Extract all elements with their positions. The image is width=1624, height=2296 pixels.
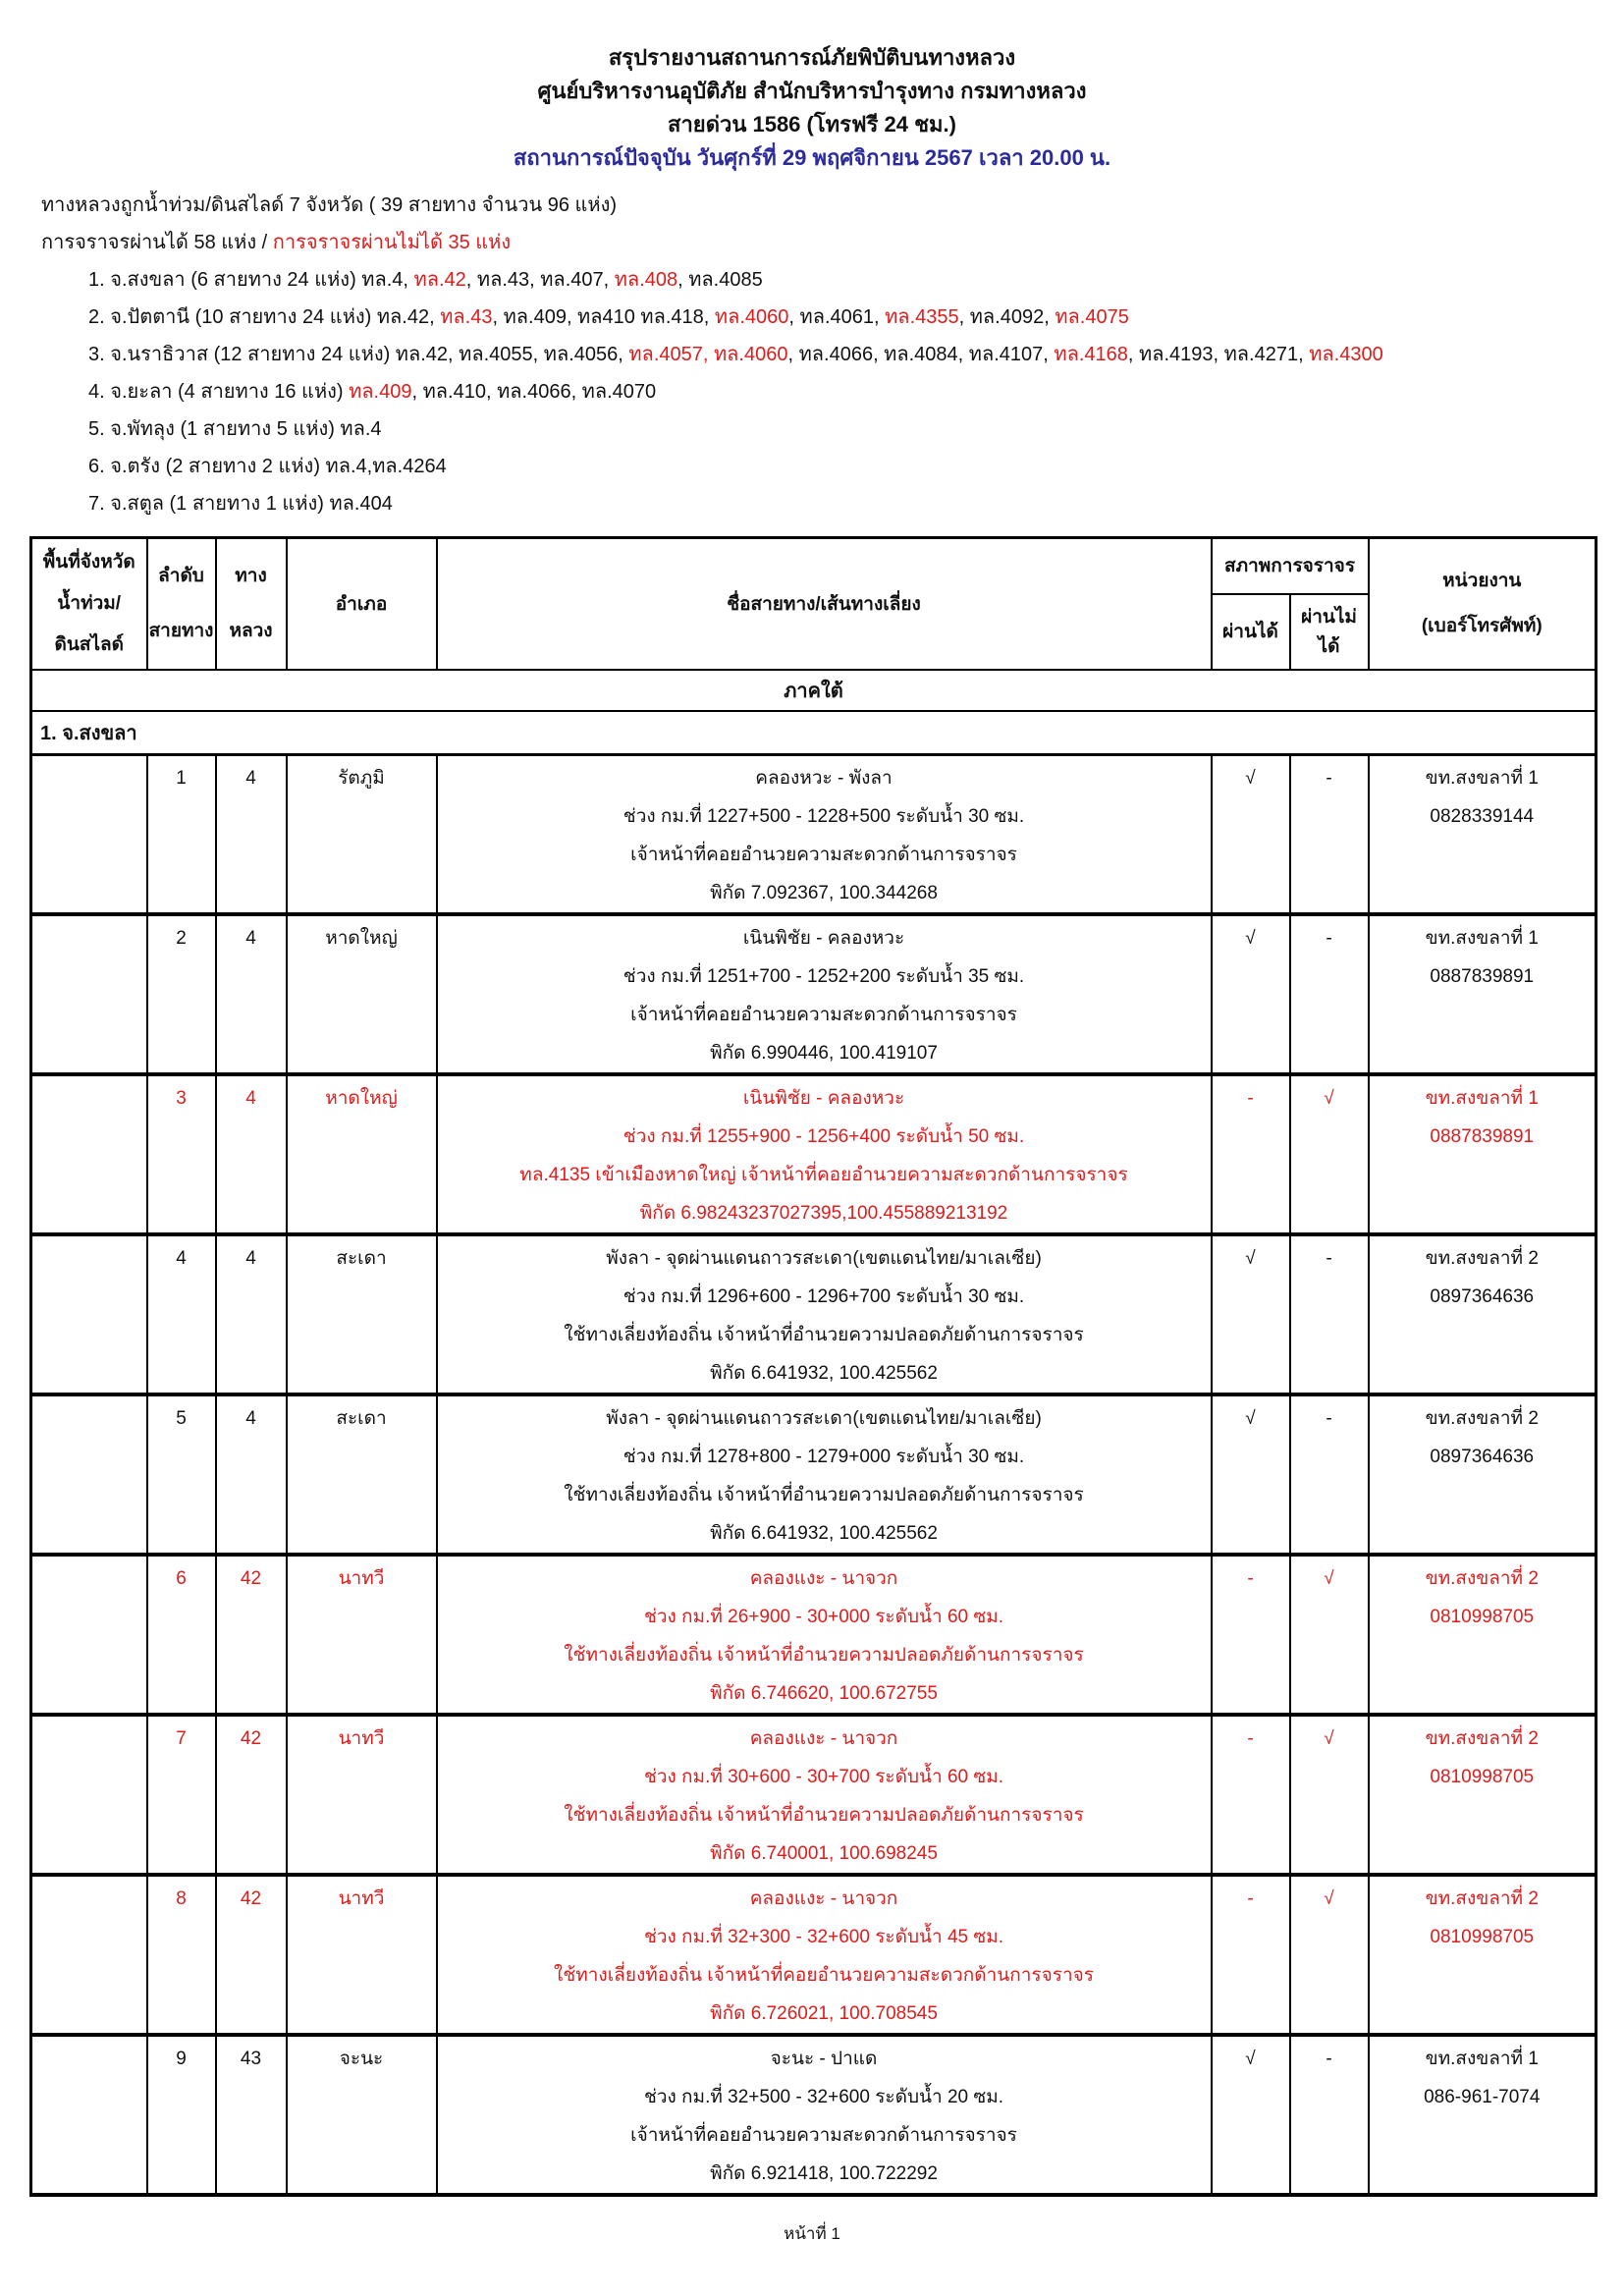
table-row [31, 1234, 1597, 1394]
text-segment: , ทล.4092, [958, 306, 1056, 328]
region-section-label: ภาคใต้ [31, 670, 1597, 711]
table-row [31, 914, 1597, 1074]
summary-line [41, 187, 1624, 224]
cell-highway: 42 [216, 1875, 287, 2035]
cell-route-description [437, 1234, 1212, 1394]
cell-highway: 4 [216, 914, 287, 1074]
cell-seq: 9 [147, 2035, 216, 2195]
route-description-line: พิกัด 6.746620, 100.672755 [710, 1683, 938, 1704]
route-description-line: เนินพิชัย - คลองหวะ [742, 1088, 905, 1109]
cell-unit [1369, 1234, 1597, 1394]
cell-highway: 4 [216, 1234, 287, 1394]
unit-name: ขท.สงขลาที่ 1 [1425, 1088, 1539, 1109]
route-description-line: คลองแงะ - นาจวก [749, 1888, 898, 1909]
province-list-item [88, 261, 1624, 299]
cell-unit [1369, 755, 1597, 915]
col-header-area-line: น้ำท่วม/ [57, 592, 122, 614]
text-segment: , ทล.409, ทล410 ทล.418, [492, 306, 715, 328]
impassable-highway-ref: ทล.4300 [1309, 344, 1383, 365]
cell-passable: - [1212, 1875, 1290, 2035]
summary-section [0, 187, 1624, 522]
route-description-line: ใช้ทางเลี่ยงท้องถิ่น เจ้าหน้าที่คอยอำนวยความสะดวกด้านการจราจร [554, 1965, 1094, 1986]
cell-highway: 43 [216, 2035, 287, 2195]
route-description-line: พิกัด 6.921418, 100.722292 [710, 2163, 938, 2184]
cell-seq: 4 [147, 1234, 216, 1394]
text-segment: 2. จ.ปัตตานี (10 สายทาง 24 แห่ง) ทล.42, [88, 306, 441, 328]
route-description-line: เนินพิชัย - คลองหวะ [742, 928, 905, 949]
cell-highway: 4 [216, 1394, 287, 1555]
route-description-line: คลองหวะ - พังลา [755, 768, 893, 789]
cell-area-empty [31, 755, 147, 915]
cell-area-empty [31, 1074, 147, 1234]
route-description-line: เจ้าหน้าที่คอยอำนวยความสะดวกด้านการจราจร [630, 845, 1017, 865]
table-row [31, 2035, 1597, 2195]
text-segment: , ทล.4066, ทล.4084, ทล.4107, [787, 344, 1055, 365]
cell-route-description [437, 1394, 1212, 1555]
col-header-route: ชื่อสายทาง/เส้นทางเลี่ยง [437, 538, 1212, 670]
text-segment: , ทล.4193, ทล.4271, [1127, 344, 1310, 365]
unit-phone: 0897364636 [1430, 1447, 1535, 1467]
col-header-district: อำเภอ [287, 538, 437, 670]
col-header-seq-line: ลำดับ [158, 565, 204, 586]
province-list-item [88, 299, 1624, 336]
col-header-seq [147, 538, 216, 670]
route-description-line: พังลา - จุดผ่านแดนถาวรสะเดา(เขตแดนไทย/มาเลเซีย) [606, 1248, 1042, 1269]
cell-impassable: - [1290, 1234, 1369, 1394]
province-list-item [88, 448, 1624, 485]
col-header-highway [216, 538, 287, 670]
cell-unit [1369, 1555, 1597, 1715]
region-section-row [31, 670, 1597, 711]
route-description-line: ช่วง กม.ที่ 32+500 - 32+600 ระดับน้ำ 20 ซม. [643, 2087, 1004, 2107]
impassable-highway-ref: ทล.4060 [714, 306, 789, 328]
province-list-item [88, 485, 1624, 522]
col-header-nopass: ผ่านไม่ได้ [1290, 594, 1369, 670]
table-row [31, 1875, 1597, 2035]
unit-name: ขท.สงขลาที่ 2 [1425, 1888, 1539, 1909]
route-description-line: ใช้ทางเลี่ยงท้องถิ่น เจ้าหน้าที่อำนวยความปลอดภัยด้านการจราจร [564, 1325, 1084, 1345]
cell-district: จะนะ [287, 2035, 437, 2195]
page-number: หน้าที่ 1 [784, 2224, 840, 2243]
cell-unit [1369, 1074, 1597, 1234]
cell-seq: 5 [147, 1394, 216, 1555]
impassable-highway-ref: ทล.4168 [1054, 344, 1128, 365]
cell-seq: 8 [147, 1875, 216, 2035]
unit-phone: 0810998705 [1430, 1767, 1535, 1787]
col-header-unit-line: หน่วยงาน [1442, 570, 1522, 591]
route-description-line: ใช้ทางเลี่ยงท้องถิ่น เจ้าหน้าที่อำนวยความปลอดภัยด้านการจราจร [564, 1805, 1084, 1826]
col-header-pass: ผ่านได้ [1212, 594, 1290, 670]
cell-impassable: - [1290, 914, 1369, 1074]
route-description-line: ช่วง กม.ที่ 1278+800 - 1279+000 ระดับน้ำ 30 ซม. [623, 1447, 1025, 1467]
impassable-highway-ref: ทล.42 [413, 269, 466, 291]
cell-area-empty [31, 1875, 147, 2035]
cell-route-description [437, 1715, 1212, 1875]
table-row [31, 1074, 1597, 1234]
cell-district: สะเดา [287, 1394, 437, 1555]
cell-district: หาดใหญ่ [287, 1074, 437, 1234]
impassable-highway-ref: ทล.4355 [885, 306, 959, 328]
report-header [0, 41, 1624, 175]
cell-seq: 7 [147, 1715, 216, 1875]
cell-highway: 42 [216, 1715, 287, 1875]
route-description-line: พิกัด 6.740001, 100.698245 [710, 1843, 938, 1864]
unit-name: ขท.สงขลาที่ 2 [1425, 1408, 1539, 1429]
impassable-highway-ref: ทล.43 [440, 306, 493, 328]
cell-impassable: - [1290, 1394, 1369, 1555]
cell-impassable: - [1290, 2035, 1369, 2195]
text-segment: , ทล.410, ทล.4066, ทล.4070 [411, 381, 657, 403]
report-hotline: สายด่วน 1586 (โทรฟรี 24 ชม.) [668, 112, 956, 137]
route-description-line: เจ้าหน้าที่คอยอำนวยความสะดวกด้านการจราจร [630, 1005, 1017, 1025]
impassable-highway-ref: การจราจรผ่านไม่ได้ 35 แห่ง [272, 232, 512, 253]
unit-phone: 0828339144 [1430, 806, 1535, 827]
cell-seq: 1 [147, 755, 216, 915]
cell-passable: √ [1212, 1234, 1290, 1394]
text-segment: , ทล.4085 [677, 269, 763, 291]
province-list-item [88, 373, 1624, 410]
col-header-unit-line: (เบอร์โทรศัพท์) [1421, 615, 1543, 636]
text-segment: 5. จ.พัทลุง (1 สายทาง 5 แห่ง) ทล.4 [88, 418, 382, 440]
text-segment: 3. จ.นราธิวาส (12 สายทาง 24 แห่ง) ทล.42, ทล.4055, ทล.4056, [88, 344, 629, 365]
cell-area-empty [31, 1234, 147, 1394]
cell-area-empty [31, 1555, 147, 1715]
text-segment: การจราจรผ่านได้ 58 แห่ง / [41, 232, 273, 253]
province-list-item [88, 336, 1624, 373]
cell-unit [1369, 914, 1597, 1074]
col-header-traffic: สภาพการจราจร [1212, 538, 1369, 594]
route-description-line: พิกัด 6.641932, 100.425562 [710, 1363, 938, 1384]
cell-seq: 6 [147, 1555, 216, 1715]
route-description-line: ใช้ทางเลี่ยงท้องถิ่น เจ้าหน้าที่อำนวยความปลอดภัยด้านการจราจร [564, 1485, 1084, 1505]
col-header-area-line: พื้นที่จังหวัด [42, 551, 135, 573]
route-description-line: พิกัด 6.726021, 100.708545 [710, 2003, 938, 2024]
table-row [31, 1555, 1597, 1715]
cell-highway: 4 [216, 755, 287, 915]
cell-unit [1369, 2035, 1597, 2195]
table-row [31, 1715, 1597, 1875]
route-description-line: ช่วง กม.ที่ 32+300 - 32+600 ระดับน้ำ 45 ซม. [643, 1927, 1004, 1947]
route-description-line: คลองแงะ - นาจวก [749, 1568, 898, 1589]
route-description-line: ช่วง กม.ที่ 1296+600 - 1296+700 ระดับน้ำ 30 ซม. [623, 1286, 1025, 1307]
cell-route-description [437, 2035, 1212, 2195]
text-segment: 4. จ.ยะลา (4 สายทาง 16 แห่ง) [88, 381, 350, 403]
cell-unit [1369, 1394, 1597, 1555]
text-segment: , ทล.4061, [788, 306, 886, 328]
cell-highway: 4 [216, 1074, 287, 1234]
cell-district: หาดใหญ่ [287, 914, 437, 1074]
route-description-line: พิกัด 6.990446, 100.419107 [710, 1043, 938, 1064]
cell-passable: - [1212, 1074, 1290, 1234]
unit-phone: 0897364636 [1430, 1286, 1535, 1307]
cell-route-description [437, 914, 1212, 1074]
route-description-line: ทล.4135 เข้าเมืองหาดใหญ่ เจ้าหน้าที่คอยอำนวยความสะดวกด้านการจราจร [519, 1165, 1128, 1185]
route-description-line: จะนะ - ปาแด [770, 2049, 878, 2069]
route-description-line: ช่วง กม.ที่ 1227+500 - 1228+500 ระดับน้ำ 30 ซม. [623, 806, 1025, 827]
col-header-seq-line: สายทาง [148, 620, 214, 641]
report-title: สรุปรายงานสถานการณ์ภัยพิบัติบนทางหลวง [608, 45, 1016, 70]
route-description-line: พิกัด 6.98243237027395,100.455889213192 [639, 1203, 1008, 1224]
cell-district: นาทวี [287, 1875, 437, 2035]
unit-phone: 0810998705 [1430, 1607, 1535, 1627]
cell-area-empty [31, 914, 147, 1074]
text-segment: 1. จ.สงขลา (6 สายทาง 24 แห่ง) ทล.4, [88, 269, 414, 291]
unit-name: ขท.สงขลาที่ 2 [1425, 1728, 1539, 1749]
cell-impassable: - [1290, 755, 1369, 915]
unit-name: ขท.สงขลาที่ 1 [1425, 2049, 1539, 2069]
unit-name: ขท.สงขลาที่ 1 [1425, 928, 1539, 949]
route-description-line: ช่วง กม.ที่ 1255+900 - 1256+400 ระดับน้ำ 50 ซม. [623, 1126, 1025, 1147]
unit-phone: 0887839891 [1430, 1126, 1535, 1147]
cell-district: นาทวี [287, 1715, 437, 1875]
cell-impassable: √ [1290, 1715, 1369, 1875]
route-description-line: พิกัด 7.092367, 100.344268 [710, 883, 938, 903]
col-header-highway-line: ทาง [235, 565, 267, 586]
cell-area-empty [31, 2035, 147, 2195]
text-segment: ทางหลวงถูกน้ำท่วม/ดินสไลด์ 7 จังหวัด ( 39 สายทาง จำนวน 96 แห่ง) [41, 194, 618, 216]
route-description-line: คลองแงะ - นาจวก [749, 1728, 898, 1749]
unit-name: ขท.สงขลาที่ 1 [1425, 768, 1539, 789]
cell-impassable: √ [1290, 1555, 1369, 1715]
cell-passable: √ [1212, 2035, 1290, 2195]
impassable-highway-ref: ทล.4075 [1055, 306, 1129, 328]
province-row [31, 711, 1597, 755]
table-row [31, 1394, 1597, 1555]
cell-district: รัตภูมิ [287, 755, 437, 915]
cell-route-description [437, 755, 1212, 915]
cell-route-description [437, 1074, 1212, 1234]
cell-district: นาทวี [287, 1555, 437, 1715]
col-header-unit [1369, 538, 1597, 670]
unit-phone: 0887839891 [1430, 966, 1535, 987]
col-header-area-line: ดินสไลด์ [54, 633, 124, 655]
impassable-highway-ref: ทล.4057, ทล.4060 [628, 344, 788, 365]
cell-passable: - [1212, 1715, 1290, 1875]
cell-route-description [437, 1875, 1212, 2035]
col-header-highway-line: หลวง [229, 620, 273, 641]
unit-phone: 0810998705 [1430, 1927, 1535, 1947]
route-description-line: ช่วง กม.ที่ 30+600 - 30+700 ระดับน้ำ 60 ซม. [643, 1767, 1004, 1787]
impassable-highway-ref: ทล.408 [614, 269, 678, 291]
route-description-line: ช่วง กม.ที่ 1251+700 - 1252+200 ระดับน้ำ 35 ซม. [623, 966, 1025, 987]
province-label: 1. จ.สงขลา [31, 711, 1597, 755]
route-description-line: ใช้ทางเลี่ยงท้องถิ่น เจ้าหน้าที่อำนวยความปลอดภัยด้านการจราจร [564, 1645, 1084, 1666]
col-header-area [31, 538, 147, 670]
text-segment: 6. จ.ตรัง (2 สายทาง 2 แห่ง) ทล.4,ทล.4264 [88, 456, 447, 477]
cell-area-empty [31, 1394, 147, 1555]
table-row [31, 755, 1597, 915]
route-description-line: พังลา - จุดผ่านแดนถาวรสะเดา(เขตแดนไทย/มาเลเซีย) [606, 1408, 1042, 1429]
cell-passable: √ [1212, 914, 1290, 1074]
report-subtitle-agency: ศูนย์บริหารงานอุบัติภัย สำนักบริหารบำรุงทาง กรมทางหลวง [537, 79, 1087, 103]
cell-impassable: √ [1290, 1875, 1369, 2035]
cell-seq: 2 [147, 914, 216, 1074]
province-list-item [88, 410, 1624, 448]
cell-route-description [437, 1555, 1212, 1715]
cell-area-empty [31, 1715, 147, 1875]
text-segment: 7. จ.สตูล (1 สายทาง 1 แห่ง) ทล.404 [88, 493, 393, 515]
cell-passable: - [1212, 1555, 1290, 1715]
route-description-line: พิกัด 6.641932, 100.425562 [710, 1523, 938, 1544]
highway-status-table [29, 536, 1597, 2197]
cell-impassable: √ [1290, 1074, 1369, 1234]
impassable-highway-ref: ทล.409 [349, 381, 412, 403]
unit-phone: 086-961-7074 [1424, 2087, 1541, 2107]
summary-line [41, 224, 1624, 261]
route-description-line: เจ้าหน้าที่คอยอำนวยความสะดวกด้านการจราจร [630, 2125, 1017, 2146]
cell-unit [1369, 1875, 1597, 2035]
cell-passable: √ [1212, 1394, 1290, 1555]
cell-seq: 3 [147, 1074, 216, 1234]
cell-passable: √ [1212, 755, 1290, 915]
text-segment: , ทล.43, ทล.407, [465, 269, 615, 291]
route-description-line: ช่วง กม.ที่ 26+900 - 30+000 ระดับน้ำ 60 ซม. [643, 1607, 1004, 1627]
cell-district: สะเดา [287, 1234, 437, 1394]
cell-highway: 42 [216, 1555, 287, 1715]
unit-name: ขท.สงขลาที่ 2 [1425, 1248, 1539, 1269]
unit-name: ขท.สงขลาที่ 2 [1425, 1568, 1539, 1589]
cell-unit [1369, 1715, 1597, 1875]
report-status-datetime: สถานการณ์ปัจจุบัน วันศุกร์ที่ 29 พฤศจิกายน 2567 เวลา 20.00 น. [513, 145, 1111, 170]
